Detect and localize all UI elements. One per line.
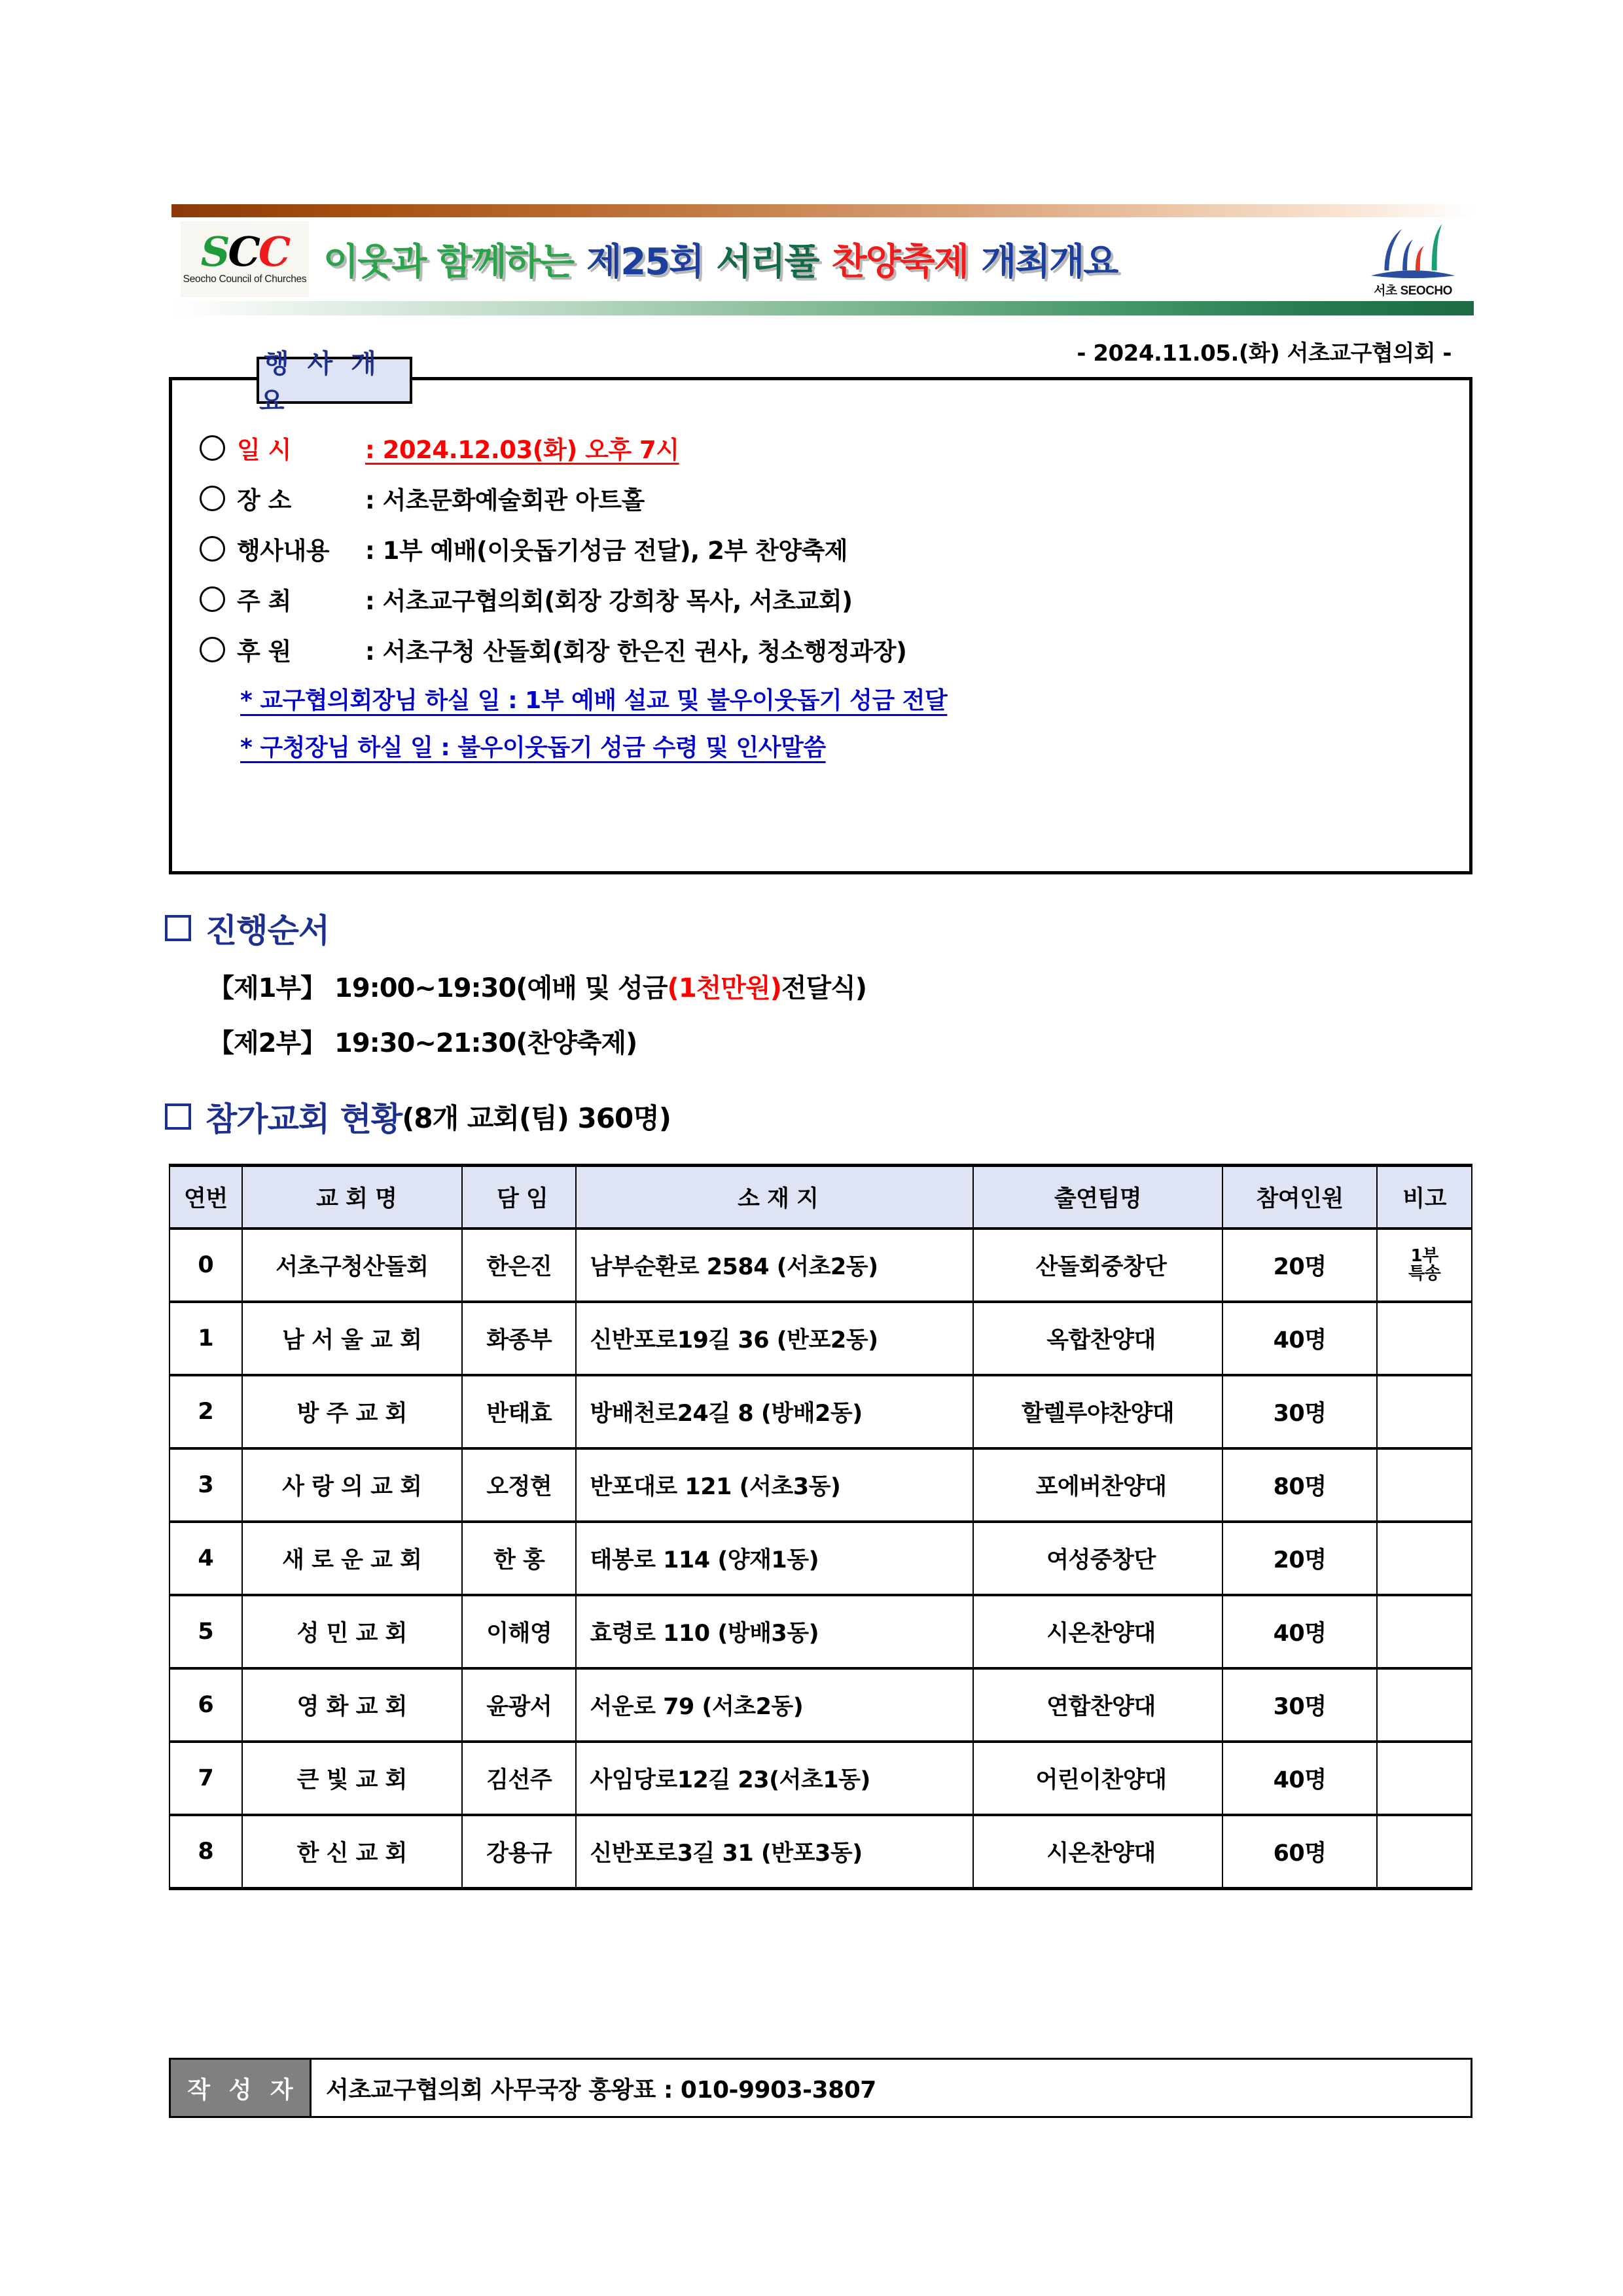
table-row (169, 1742, 1472, 1815)
overview-note-1 (240, 682, 1456, 715)
table-row (169, 1595, 1472, 1668)
cell-no: 7 (169, 1742, 242, 1815)
section-title-order: 진행순서 (205, 912, 330, 950)
seocho-emblem-label: 서초 SEOCHO (1374, 284, 1452, 298)
author-footer-label: 작 성 자 (171, 2060, 312, 2116)
cell-team: 옥합찬양대 (973, 1302, 1222, 1375)
cell-team: 산돌회중창단 (973, 1229, 1222, 1302)
cell-note (1377, 1815, 1472, 1889)
cell-team: 여성중창단 (973, 1522, 1222, 1595)
cell-pastor: 한 홍 (462, 1522, 577, 1595)
table-row (169, 1229, 1472, 1302)
table-header-row (169, 1166, 1472, 1229)
cell-church: 남 서 울 교 회 (242, 1302, 462, 1375)
circle-bullet-icon (200, 536, 225, 562)
overview-key-date: 일 시 (237, 436, 291, 464)
cell-church: 큰 빛 교 회 (242, 1742, 462, 1815)
scc-logo-subtitle: Seocho Council of Churches (183, 274, 307, 285)
col-header-note: 비고 (1377, 1166, 1472, 1229)
overview-row-sponsor (200, 632, 1456, 667)
section-heading-churches (165, 1093, 671, 1140)
overview-box-label: 행 사 개 요 (257, 357, 412, 404)
cell-church: 사 랑 의 교 회 (242, 1448, 462, 1522)
cell-church: 한 신 교 회 (242, 1815, 462, 1889)
order-line-part1 (208, 967, 866, 1005)
col-header-people: 참여인원 (1222, 1166, 1377, 1229)
circle-bullet-icon (200, 486, 225, 511)
scc-logo-letter-s: S (200, 227, 228, 276)
order-line-part1-post: 전달식) (781, 973, 867, 1003)
overview-value-host: : 서초교구협의회(회장 강희창 목사, 서초교회) (365, 587, 853, 615)
scc-logo-letter-c2: C (258, 227, 289, 276)
table-row (169, 1815, 1472, 1889)
circle-bullet-icon (200, 637, 225, 662)
table-row (169, 1522, 1472, 1595)
banner-title (309, 233, 1364, 285)
cell-pastor: 한은진 (462, 1229, 577, 1302)
participating-churches-table (169, 1164, 1472, 1890)
cell-people: 40명 (1222, 1595, 1377, 1668)
cell-note (1377, 1595, 1472, 1668)
banner-title-part-4: 찬양축제 (831, 241, 968, 283)
cell-people: 30명 (1222, 1375, 1377, 1448)
cell-no: 8 (169, 1815, 242, 1889)
cell-pastor: 이해영 (462, 1595, 577, 1668)
cell-no: 6 (169, 1668, 242, 1742)
cell-people: 20명 (1222, 1229, 1377, 1302)
header-banner (171, 204, 1474, 315)
table-row (169, 1375, 1472, 1448)
dateline: - 2024.11.05.(화) 서초교구협의회 - (1077, 340, 1452, 367)
cell-address: 사임당로12길 23(서초1동) (576, 1742, 973, 1815)
overview-row-content (200, 531, 1456, 566)
cell-people: 30명 (1222, 1668, 1377, 1742)
section-heading-order (165, 905, 329, 952)
col-header-pastor: 담 임 (462, 1166, 577, 1229)
cell-note (1377, 1742, 1472, 1815)
overview-row-place (200, 480, 1456, 516)
cell-church: 영 화 교 회 (242, 1668, 462, 1742)
col-header-no: 연번 (169, 1166, 242, 1229)
overview-value-content: : 1부 예배(이웃돕기성금 전달), 2부 찬양축제 (365, 537, 847, 565)
square-marker-icon (165, 915, 191, 941)
overview-key-sponsor: 후 원 (237, 637, 291, 666)
cell-address: 신반포로3길 31 (반포3동) (576, 1815, 973, 1889)
circle-bullet-icon (200, 435, 225, 461)
cell-people: 80명 (1222, 1448, 1377, 1522)
order-line-part2: 【제2부】 19:30~21:30(찬양축제) (208, 1028, 637, 1058)
cell-no: 1 (169, 1302, 242, 1375)
cell-no: 3 (169, 1448, 242, 1522)
overview-value-date: : 2024.12.03(화) 오후 7시 (365, 436, 679, 464)
cell-address: 반포대로 121 (서초3동) (576, 1448, 973, 1522)
section-subtitle-churches: (8개 교회(팀) 360명) (402, 1102, 671, 1134)
cell-church: 방 주 교 회 (242, 1375, 462, 1448)
cell-team: 시온찬양대 (973, 1595, 1222, 1668)
scc-logo-letter-c1: C (228, 227, 259, 276)
overview-value-place: : 서초문화예술회관 아트홀 (365, 486, 645, 514)
cell-church: 서초구청산돌회 (242, 1229, 462, 1302)
cell-team: 할렐루야찬양대 (973, 1375, 1222, 1448)
banner-gradient-top (171, 204, 1474, 217)
overview-value-sponsor: : 서초구청 산돌회(회장 한은진 권사, 청소행정과장) (365, 637, 907, 666)
cell-people: 20명 (1222, 1522, 1377, 1595)
table-row (169, 1668, 1472, 1742)
overview-note-1-text: * 교구협의회장님 하실 일 : 1부 예배 설교 및 불우이웃돕기 성금 전달 (240, 687, 948, 714)
banner-title-part-1: 이웃과 함께하는 (323, 241, 574, 283)
cell-no: 0 (169, 1229, 242, 1302)
cell-people: 40명 (1222, 1302, 1377, 1375)
cell-team: 포에버찬양대 (973, 1448, 1222, 1522)
cell-address: 방배천로24길 8 (방배2동) (576, 1375, 973, 1448)
table-row (169, 1448, 1472, 1522)
cell-pastor: 윤광서 (462, 1668, 577, 1742)
cell-note (1377, 1375, 1472, 1448)
cell-address: 신반포로19길 36 (반포2동) (576, 1302, 973, 1375)
order-line-part1-amount: (1천만원) (667, 973, 781, 1003)
cell-address: 남부순환로 2584 (서초2동) (576, 1229, 973, 1302)
cell-note (1377, 1302, 1472, 1375)
cell-people: 60명 (1222, 1815, 1377, 1889)
cell-note: 1부 특송 (1377, 1229, 1472, 1302)
overview-key-place: 장 소 (237, 486, 291, 514)
order-line-part1-pre: 【제1부】 19:00~19:30(예배 및 성금 (208, 973, 668, 1003)
cell-note (1377, 1668, 1472, 1742)
overview-note-2 (240, 729, 1456, 762)
banner-title-part-3: 서리풀 (716, 241, 819, 283)
col-header-team: 출연팀명 (973, 1166, 1222, 1229)
cell-team: 어린이찬양대 (973, 1742, 1222, 1815)
banner-title-part-5: 개최개요 (980, 241, 1118, 283)
cell-team: 연합찬양대 (973, 1668, 1222, 1742)
col-header-address: 소 재 지 (576, 1166, 973, 1229)
cell-no: 5 (169, 1595, 242, 1668)
cell-address: 태봉로 114 (양재1동) (576, 1522, 973, 1595)
cell-church: 성 민 교 회 (242, 1595, 462, 1668)
overview-key-host: 주 최 (237, 587, 291, 615)
overview-note-2-text: * 구청장님 하실 일 : 불우이웃돕기 성금 수령 및 인사말씀 (240, 734, 826, 761)
col-header-church: 교 회 명 (242, 1166, 462, 1229)
cell-note (1377, 1522, 1472, 1595)
cell-note (1377, 1448, 1472, 1522)
author-footer (169, 2058, 1472, 2118)
cell-no: 2 (169, 1375, 242, 1448)
cell-pastor: 김선주 (462, 1742, 577, 1815)
author-footer-text: 서초교구협의회 사무국장 홍왕표 : 010-9903-3807 (326, 2076, 876, 2104)
cell-pastor: 오정현 (462, 1448, 577, 1522)
cell-team: 시온찬양대 (973, 1815, 1222, 1889)
cell-address: 효령로 110 (방배3동) (576, 1595, 973, 1668)
cell-people: 40명 (1222, 1742, 1377, 1815)
banner-title-part-2: 제25회 (586, 241, 704, 283)
cell-church: 새 로 운 교 회 (242, 1522, 462, 1595)
overview-row-date (200, 430, 1456, 465)
cell-address: 서운로 79 (서초2동) (576, 1668, 973, 1742)
table-row (169, 1302, 1472, 1375)
seocho-emblem-icon (1364, 220, 1462, 282)
cell-no: 4 (169, 1522, 242, 1595)
overview-key-content: 행사내용 (237, 537, 329, 565)
banner-gradient-bottom (171, 301, 1474, 315)
section-title-churches: 참가교회 현황 (205, 1100, 402, 1138)
cell-pastor: 화종부 (462, 1302, 577, 1375)
event-overview-box (169, 377, 1472, 874)
circle-bullet-icon (200, 586, 225, 612)
overview-row-host (200, 581, 1456, 617)
seocho-emblem (1364, 220, 1462, 298)
scc-logo (181, 221, 309, 297)
square-marker-icon (165, 1103, 191, 1130)
cell-pastor: 강용규 (462, 1815, 577, 1889)
cell-pastor: 반태효 (462, 1375, 577, 1448)
